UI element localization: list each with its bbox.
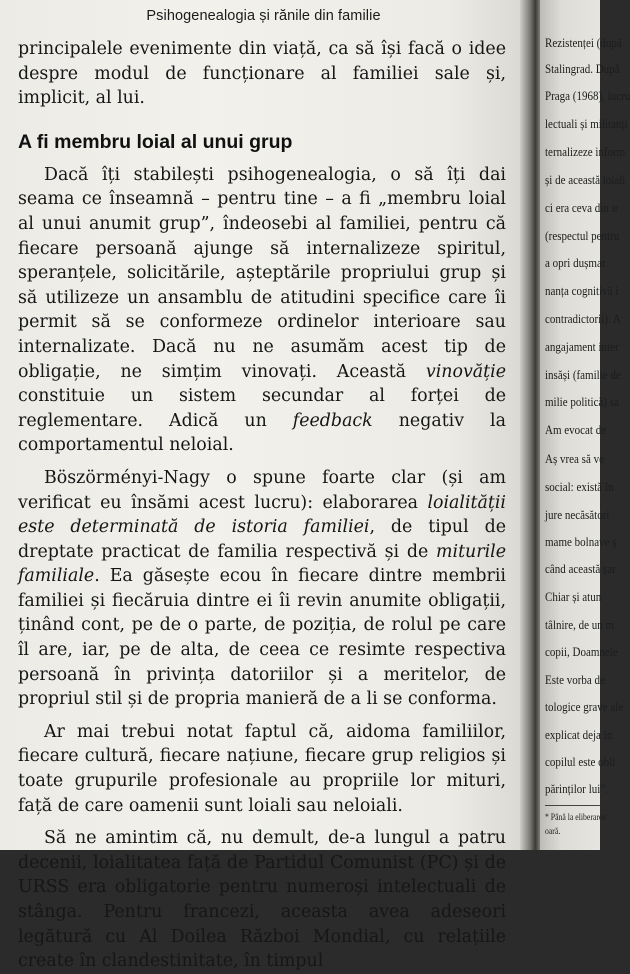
section-heading: A fi membru loial al unui grup — [18, 130, 293, 153]
opening-paragraph: principalele evenimente din viață, ca să își facă o idee despre modul de funcționare al familiei sale și, implicit, al lui. — [18, 39, 506, 109]
facing-line: milie politică) sa — [545, 395, 619, 409]
paragraph-1-text-e: negativ la comportamentul neloial. — [18, 410, 506, 456]
paragraph-loyalty-definition — [18, 163, 506, 458]
facing-line: tâlnire, de un m — [545, 618, 615, 632]
facing-line: când această șar — [545, 562, 616, 576]
facing-line: copii, Doamnele — [545, 645, 618, 659]
footnote-rule — [545, 805, 600, 806]
facing-line: Aș vrea să ve — [545, 452, 604, 466]
italic-term-vinovatie: vinovăție — [425, 361, 506, 382]
facing-line: angajament inter — [545, 340, 619, 354]
paragraph-communist-party: Să ne amintim că, nu demult, de-a lungul a patru decenii, loialitatea față de Partidul Comunist (PC) și de URSS era obligatorie pentru numeroși intelectuali de stânga. Pentru francezi, aceasta avea adeseori legătură cu Al Doilea Război Mondial, cu relațiile create în clandestinitate, în timpul — [18, 828, 506, 972]
facing-line: insăși (familie de — [545, 368, 621, 382]
facing-line: (respectul pentru — [545, 229, 620, 243]
facing-line: tologice grave ale — [545, 700, 624, 714]
facing-line: explicat deja în — [545, 728, 613, 742]
facing-line: nanța cognitivă i — [545, 284, 619, 298]
facing-line: Rezistenței (după — [545, 36, 622, 50]
facing-line: Praga (1968), lucru — [545, 89, 630, 103]
facing-line: Este vorba de — [545, 673, 605, 687]
facing-line: a opri dușmar — [545, 256, 606, 270]
facing-page-fragment — [540, 0, 630, 850]
paragraph-boszormenyi-nagy — [18, 466, 506, 712]
facing-line: Chiar și atun — [545, 590, 602, 604]
facing-line: mame bolnave ș — [545, 535, 617, 549]
facing-line: jure necăsători — [545, 508, 610, 522]
footnote-line: oară. — [545, 826, 561, 836]
paragraph-cultural-myths: Ar mai trebui notat faptul că, aidoma familiilor, fiecare cultură, fiecare națiune, fiecare grup religios și toate grupurile profesionale au propriile lor mituri, față de care oamenii sunt loiali sau neloiali. — [18, 721, 506, 816]
body-text — [18, 37, 506, 974]
paragraph-1-text-c: constituie un sistem secundar al forței de reglementare. Adică un — [18, 386, 506, 431]
facing-line: ci era ceva din ir — [545, 201, 619, 215]
facing-line: Stalingrad. După — [545, 62, 620, 76]
book-gutter — [520, 0, 542, 850]
facing-line: social: există în — [545, 480, 614, 494]
italic-phrase-loialitatii: loialității este determinată de istoria familiei — [18, 492, 506, 538]
paragraph-2-text-c: , de tipul de dreptate practicat de familia respectivă și de — [18, 517, 506, 562]
italic-term-feedback: feedback — [292, 410, 373, 431]
paragraph-2-text-a: Böszörményi-Nagy o spune foarte clar (și am verificat eu însămi acest lucru): elaborarea — [18, 467, 506, 513]
running-header: Psihogenealogia și rănile din familie — [146, 8, 381, 24]
paragraph-1-text-a: Dacă îți stabilești psihogenealogia, o să îți dai seama ce înseamnă – pentru tine – a fi „membru loial al unui anumit grup”, îndeosebi al familiei, pentru că fiecare persoană ajunge să internalizeze spiritul, speranțele, solicitările, așteptările propriului grup și să utilizeze un ansamblu de atitudini specifice care îi permit să se conformeze ordinelor interioare sau internalizate. Dacă nu ne asumăm acest tip de obligație, ne simțim vinovați. Această — [18, 164, 506, 382]
facing-line: lectuali și militanți — [545, 117, 628, 131]
italic-phrase-miturile: miturile familiale — [18, 541, 506, 587]
footnote-line: * Până la eliberarea — [545, 812, 606, 822]
facing-line: contradictorii). A — [545, 312, 621, 326]
facing-line: Am evocat de — [545, 423, 607, 437]
facing-line: și de această loiali — [545, 173, 626, 187]
facing-line: copilul este obli — [545, 755, 616, 769]
facing-line: părinților lui”. — [545, 782, 608, 796]
facing-line: ternalizeze inform — [545, 145, 626, 159]
paragraph-2-text-e: . Ea găsește ecou în fiecare dintre membrii familiei și fiecăruia dintre ei îi revin anumite obligații, ținând cont, pe de o parte, de poziția, de rolul pe care îl are, iar, pe de alta, de ceea ce resimte respectiva persoană în privința datoriilor și a meritelor, de propriul stil și de propria manieră de a li se conforma. — [18, 566, 506, 710]
